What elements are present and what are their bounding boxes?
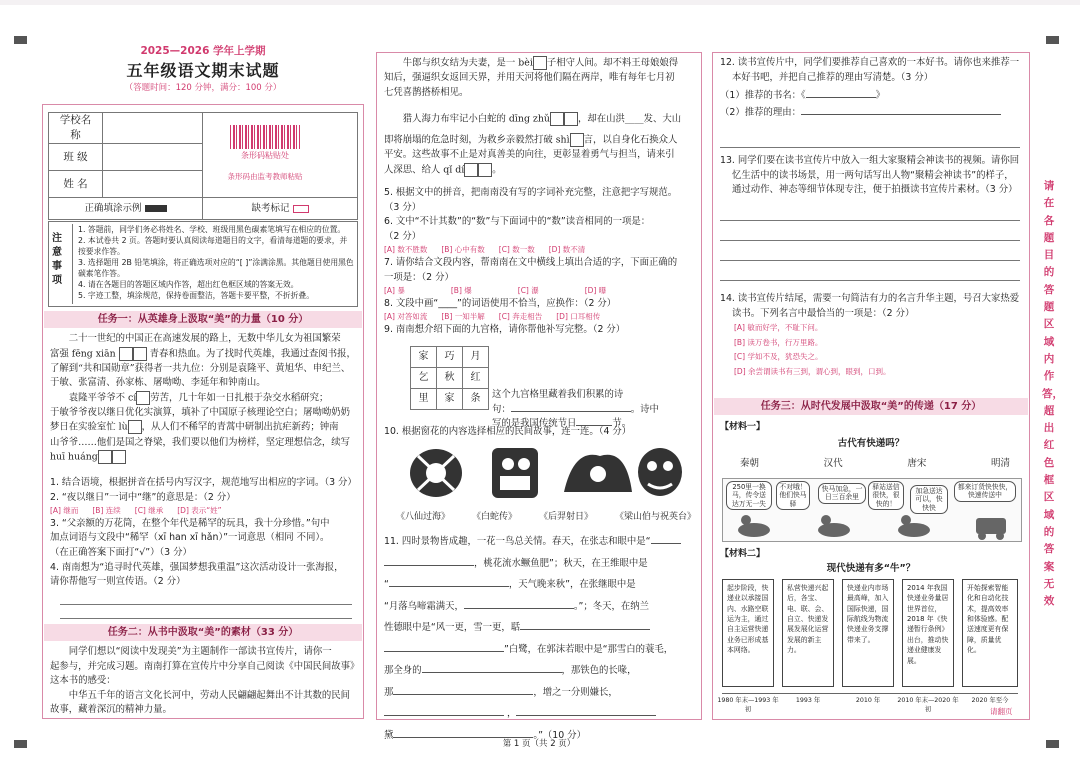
name-label: 姓 名 xyxy=(49,171,103,198)
grid-cell: 秋 xyxy=(437,368,463,389)
question-10: 10. 根据窗花的内容选择相应的民间故事，连一连。（4 分） xyxy=(384,426,632,437)
q11-text: “月落乌啼霜满天， xyxy=(384,600,464,612)
timeline-box: 快递业内市场最高峰，加入国际快递，国际航线为物流快递业务支撑带来了。 xyxy=(842,579,894,687)
answer-line[interactable] xyxy=(720,240,1020,241)
option[interactable]: [D] 口耳相传 xyxy=(556,312,601,322)
timeline-box: 起步阶段，快递业以承接国内、水路空联运为主，通过自主运营快递业务已形成基本网络。 xyxy=(722,579,774,687)
answer-line[interactable] xyxy=(60,618,352,619)
q11-text: “ xyxy=(384,579,389,590)
speech-bubble: 加急送达可以，快快快 xyxy=(910,485,948,514)
speech-bubble: 驿站送信很快，很快的！ xyxy=(868,481,904,510)
question-11: 11. 四时景物皆成趣，一花一鸟总关情。春天，在张志和眼中是“ ，桃花流水鳜鱼肥”；秋天，在王维眼中是 “ ，天气晚来秋”，在张继眼中是 “月落乌啼霜满天， 。”；冬天，在纳兰 性德眼中是“风一更，雪一更，聒 ”白鹭，在郭沫若眼中是“那雪白的蓑毛， 那全身的 ，那铁色的长喙， 那 ，增之一分则嫌长， ， 黛 。”（10 分） xyxy=(384,531,696,746)
question-3: （在正确答案下面打“√”）（3 分） xyxy=(50,546,192,558)
timeline-date: 2020 年至今 xyxy=(971,697,1009,704)
story-option[interactable]: 《后羿射日》 xyxy=(538,512,593,522)
material1-title: 古代有快递吗？ xyxy=(837,438,905,449)
school-label: 学校名称 xyxy=(49,113,103,144)
notice-item: 1. 答题前，同学们务必将姓名、学校、班级用黑色碳素笔填写在相应的位置。 xyxy=(78,225,346,234)
task1-para: 山爷爷……他们是国之脊梁，我们要以他们为榜样，坚定理想信念，续写 xyxy=(50,436,351,448)
story-text: 。 xyxy=(492,164,502,176)
option[interactable]: [B] 心中有数 xyxy=(441,245,485,255)
story-text: ，却在山洪____发、大山 xyxy=(577,113,682,125)
question-3: 加点词语与文段中“稀罕（xī han xī hǎn）”一词意思（相同 不同）。 xyxy=(50,532,330,544)
q9-text: 写的是我国传统节日 xyxy=(492,418,577,430)
question-13-text: 通过动作、神态等细节体现专注，便于拍摄读书宣传片素材。（3 分） xyxy=(732,184,1018,196)
q11-text: 。”（10 分） xyxy=(533,729,586,741)
side-warning: 请在各题目的答题区域内作答，超出红色框区域的答案无效 xyxy=(1042,180,1063,608)
question-1: 1. 结合语境，根据拼音在括号内写汉字，规范地写出相应的字词。（3 分） xyxy=(50,477,357,488)
fill-mark-icon xyxy=(145,205,167,212)
grid-cell: 红 xyxy=(463,368,489,389)
material2-title: 现代快递有多“牛”？ xyxy=(826,563,916,574)
task1-passage xyxy=(50,332,358,465)
q11-text: ，那铁色的长喙， xyxy=(561,665,637,676)
material2-label: 【材料二】 xyxy=(720,549,766,559)
timeline-date: 1993 年 xyxy=(795,697,821,704)
q11-text: ，桃花流水鳜鱼肥”；秋天，在王维眼中是 xyxy=(474,557,648,569)
q11-text: ，增之一分则嫌长， xyxy=(533,686,618,698)
option[interactable]: [D] 余尝谓读书有三到，谓心到，眼到，口到。 xyxy=(734,366,891,376)
pinyin-text: 即将崩塌的危急时刻，为救乡亲毅然打破 shì xyxy=(384,134,570,146)
dynasty-row xyxy=(740,457,1010,471)
grid-cell: 家 xyxy=(437,389,463,410)
absent-label: 缺考标记 xyxy=(251,203,290,215)
corner-mark xyxy=(1046,740,1059,748)
question-14-text: 14. 读书宣传片结尾，需要一句简洁有力的名言升华主题，号召大家热爱 xyxy=(720,293,1020,304)
story-option[interactable]: 《八仙过海》 xyxy=(396,512,451,522)
pinyin-text: 牛郎与织女结为夫妻，是一 bèi xyxy=(402,57,533,69)
page-title: 五年级语文期末试题 xyxy=(126,61,280,81)
q12-reason-label: （2）推荐的理由： xyxy=(720,106,801,118)
q11-text: 那 xyxy=(384,686,394,698)
question-8: 8. 文段中画“____”的词语使用不恰当，应换作：（2 分） xyxy=(384,297,617,309)
q12-book-label: 》 xyxy=(875,90,886,102)
speech-bubble: 都来订货快快快，快速传送中 xyxy=(954,481,1016,502)
answer-line[interactable] xyxy=(720,280,1020,281)
task2-para: 故事，藏着深沉的精神力量。 xyxy=(50,704,172,716)
q11-text: 那全身的 xyxy=(384,665,422,676)
grid-cell: 条 xyxy=(463,389,489,410)
school-field[interactable] xyxy=(103,113,203,144)
page-footer: 第 1 页（共 2 页） xyxy=(502,739,576,749)
student-info-table xyxy=(48,112,358,220)
task1-para: 二十一世纪的中国正在高速发展的路上，无数中华儿女为祖国繁荣 xyxy=(68,333,341,344)
answer-line[interactable] xyxy=(720,147,1020,148)
option[interactable]: [A] 继而 xyxy=(50,506,79,516)
dynasty-label: 秦朝 xyxy=(740,458,760,469)
option[interactable]: [C] 数一数 xyxy=(498,245,535,255)
grid-cell: 月 xyxy=(463,347,489,368)
question-7: 一项是：（2 分） xyxy=(384,271,454,283)
timeline-date: 1980 年末—1993 年初 xyxy=(717,697,779,714)
paper-cut-row xyxy=(404,442,688,504)
exam-header xyxy=(42,44,364,95)
story-list xyxy=(396,511,696,524)
story-text: 七凭喜鹊搭桥相见。 xyxy=(384,86,469,98)
absent-mark-icon[interactable] xyxy=(293,205,309,213)
speech-bubble: 不对哦！他们快马驿 xyxy=(776,481,810,510)
task2-para: 起参与，并完成习题。南南打算在宣传片中分享自己阅读《中国民间故事》 xyxy=(50,660,360,672)
folk-story-passage xyxy=(384,56,696,178)
question-14 xyxy=(720,292,1025,379)
barcode-title: 条形码粘贴处 xyxy=(241,151,289,160)
grid-cell: 巧 xyxy=(437,347,463,368)
class-field[interactable] xyxy=(103,144,203,171)
question-6: 6. 文中“不计其数”的“数”与下面词中的“数”读音相同的一项是： xyxy=(384,216,651,228)
answer-line[interactable] xyxy=(720,260,1020,261)
question-13-text: 13. 同学们要在读书宣传片中放入一组大家聚精会神读书的视频。请你回 xyxy=(720,155,1020,166)
task2-para: 同学们想以“阅读中发现美”为主题制作一部读书宣传片，请你一 xyxy=(68,646,332,657)
question-7: 7. 请你结合文段内容，帮南南在文中横线上填出合适的字，下面正确的 xyxy=(384,256,678,268)
corner-mark xyxy=(14,36,27,44)
q11-text: ”白鹭，在郭沫若眼中是“那雪白的蓑毛， xyxy=(504,643,674,655)
option[interactable]: [C] 继承 xyxy=(134,506,164,516)
dynasty-label: 明清 xyxy=(990,458,1010,469)
task3-header: 任务三：从时代发展中汲取“美”的传递（17 分） xyxy=(714,398,1028,415)
question-13-text: 忆生活中的读书场景，用一两句话写出人物“聚精会神读书”的样子， xyxy=(732,169,1014,181)
option[interactable]: [A] 数不胜数 xyxy=(384,245,428,255)
q11-text: 。”；冬天，在纳兰 xyxy=(573,600,650,612)
story-text: 子相守人间。却不料王母娘娘得 xyxy=(546,57,679,69)
task1-para: ，从人们不稀罕的青蒿中研制出抗疟新药；钟南 xyxy=(141,421,339,433)
fill-example-label: 正确填涂示例 xyxy=(84,203,142,215)
timeline-date: 2010 年 xyxy=(855,697,881,704)
question-12: 本好书吧，并把自己推荐的理由写清楚。（3 分） xyxy=(732,71,934,83)
paper-cut-icon xyxy=(638,448,682,496)
absent-cell xyxy=(203,198,358,220)
option[interactable]: [D] 数不清 xyxy=(548,245,586,255)
task2-header: 任务二：从书中汲取“美”的素材（33 分） xyxy=(44,624,362,641)
option[interactable]: [C] 奔走相告 xyxy=(498,312,543,322)
grid-cell: 里 xyxy=(411,389,437,410)
notice-item: 4. 请在各题目的答题区域内作答，超出红色框区域的答案无效。 xyxy=(78,280,299,290)
notice-label: 注意事项 xyxy=(52,233,62,286)
class-label: 班 级 xyxy=(49,144,103,171)
paper-cut-icon xyxy=(564,455,632,492)
question-12: 12. 读书宣传片中，同学们要推荐自己喜欢的一本好书。请你也来推荐一 xyxy=(720,57,1020,68)
notice-item: 2. 本试卷共 2 页。答题时要认真阅读每道题目的文字，看清每道题的要求，并按要求作答。 xyxy=(78,236,348,257)
option[interactable]: [D] 表示“姓” xyxy=(177,506,222,516)
grid-cell: 乞 xyxy=(411,368,437,389)
grid-cell: 家 xyxy=(411,347,437,368)
task1-header: 任务一：从英雄身上汲取“美”的力量（10 分） xyxy=(44,311,362,328)
speech-bubble: 快马加急，一日三百余里 xyxy=(818,483,866,504)
option[interactable]: [B] 连续 xyxy=(92,506,121,516)
q9-text: 。诗中 xyxy=(630,403,659,415)
q9-text: 句： xyxy=(492,403,511,415)
task1-para: 青春和热血。为了找时代英雄，我通过查阅书报， xyxy=(149,348,356,360)
notice-item: 3. 选择题用 2B 铅笔填涂，将正确选项对应的“[ ]”涂满涂黑。其他题目使用黑色碳素笔作答。 xyxy=(78,258,354,279)
speech-bubble: 250里一换马，传令送达万无一失 xyxy=(726,481,772,510)
question-4: 4. 南南想为“追寻时代英雄，强国梦想我重温”这次活动设计一张海报， xyxy=(50,561,344,573)
option[interactable]: [B] 读万卷书，行万里路。 xyxy=(734,337,823,347)
nine-grid xyxy=(410,346,489,410)
time-note: （答题时间：120 分钟，满分：100 分） xyxy=(124,83,282,94)
q9-text: 节。 xyxy=(612,418,632,430)
q11-text: 性德眼中是“风一更，雪一更，聒 xyxy=(384,622,521,633)
story-text: 知后，强逼织女返回天界，并用天河将他们隔在两岸，唯有每年七月初 xyxy=(384,72,675,84)
fill-example-cell xyxy=(49,198,203,220)
timeline-box: 开始探索智能化和自动化技术，提高效率和体验感。配送速度更有保障，质量优化。 xyxy=(962,579,1018,687)
story-option[interactable]: 《白蛇传》 xyxy=(471,512,517,522)
question-6: （2 分） xyxy=(384,230,422,242)
task1-questions xyxy=(50,476,360,590)
story-text: 平安。这些故事不止是对真善美的向往，更彰显着勇气与担当，请来引 xyxy=(384,149,675,161)
name-field[interactable] xyxy=(103,171,203,198)
page-top-bar xyxy=(0,0,1080,5)
task1-para: 劳苦，几十年如一日扎根于杂交水稻研究； xyxy=(150,392,329,404)
q11-text: ，天气晚来秋”，在张继眼中是 xyxy=(508,579,636,590)
courier-icon xyxy=(724,512,1020,540)
barcode-note: 条形码由监考教师粘贴 xyxy=(227,172,303,181)
q11-text: 11. 四时景物皆成趣，一花一鸟总关情。春天，在张志和眼中是“ xyxy=(384,536,651,547)
pinyin-text: 梦日在实验室忙 lù xyxy=(50,421,128,433)
task2-intro xyxy=(50,645,358,718)
corner-mark xyxy=(1046,36,1059,44)
option[interactable]: [A] 敏而好学，不耻下问。 xyxy=(734,323,823,333)
task2-para: 中华五千年的语言文化长河中，劳动人民翩翩起舞出不计其数的民间 xyxy=(68,689,351,701)
dynasty-label: 唐宋 xyxy=(907,458,927,469)
notice-item: 5. 字迹工整，填涂规范，保持卷面整洁，答题卡要平整，不折折叠。 xyxy=(78,291,315,301)
option[interactable]: [B] 一知半解 xyxy=(441,312,485,322)
q12-book-label: （1）推荐的书名：《 xyxy=(720,90,806,102)
task2-para: 这本书的感受： xyxy=(50,675,116,687)
q11-text: 黛 xyxy=(384,729,394,741)
timeline-box: 私营快递兴起后，各宝、电、联、会、自立、快递发展发展化运营发展的新主力。 xyxy=(782,579,834,687)
pinyin-text: 人深思、给人 qǐ dí xyxy=(384,164,465,176)
question-4: 请你帮他写一则宣传语。（2 分） xyxy=(50,576,186,588)
timeline-date: 2010 年末—2020 年初 xyxy=(897,697,959,714)
answer-line[interactable] xyxy=(60,604,352,605)
story-text: 言，以自身化石换众人 xyxy=(583,134,678,146)
pinyin-text: 袁隆平爷爷不 cí xyxy=(68,392,137,404)
question-3: 3. “父亲额的万花筒，在整个年代是稀罕的玩具，我十分珍惜。”句中 xyxy=(50,517,330,529)
option[interactable]: [B] 爆 xyxy=(450,286,472,296)
dynasty-label: 汉代 xyxy=(823,458,843,469)
timeline-axis xyxy=(722,693,1018,694)
story-option[interactable]: 《梁山伯与祝英台》 xyxy=(614,512,696,522)
notice-list xyxy=(72,224,355,304)
pinyin-text: 富强 fēng xiān xyxy=(50,348,116,360)
option[interactable]: [D] 曝 xyxy=(584,286,607,296)
header-year: 2025—2026 学年上学期 xyxy=(140,45,266,57)
material1-label: 【材料一】 xyxy=(720,422,766,432)
question-5: 5. 根据文中的拼音，把南南没有写的字词补充完整，注意把字写规范。 xyxy=(384,187,678,198)
option[interactable]: [A] 对答如流 xyxy=(384,312,428,322)
question-2: 2. “夜以继日”一词中“继”的意思是：（2 分） xyxy=(50,491,236,503)
barcode-icon xyxy=(230,125,300,149)
task1-para: 了解到“共和国勋章”获得者一共九位：分别是袁隆平、黄旭华、申纪兰、 xyxy=(50,362,351,374)
option[interactable]: [C] 学如不及，犹恐失之。 xyxy=(734,352,823,362)
question-14-text: 读书。下列名言中最恰当的一项是：（2 分） xyxy=(732,307,915,319)
option[interactable]: [A] 暴 xyxy=(384,286,405,296)
answer-line[interactable] xyxy=(720,220,1020,221)
corner-mark xyxy=(14,740,27,748)
turn-over-note: 请翻页 xyxy=(990,707,1013,716)
paper-cut-icon xyxy=(492,448,538,498)
mid-questions xyxy=(384,186,696,338)
task1-para: 于敏、张富清、孙家栋、屠呦呦、李延年和钟南山。 xyxy=(50,377,266,389)
question-13 xyxy=(720,154,1025,198)
right-questions xyxy=(720,56,1025,120)
pinyin-text: 猎人海力布牢记小白蛇的 dīng zhǔ xyxy=(402,113,550,125)
q9-text: 这个九宫格里藏着我们积累的诗 xyxy=(492,389,624,400)
paper-cut-icon xyxy=(410,449,462,497)
timeline-box: 2014 年我国快递业务量居世界首位，2018 年《快递暂行条例》出台，推动快递业健康发展。 xyxy=(902,579,954,687)
option[interactable]: [C] 瀑 xyxy=(517,286,539,296)
question-9: 9. 南南想介绍下面的九宫格，请你帮他补写完整。（2 分） xyxy=(384,323,626,335)
question-5: （3 分） xyxy=(384,201,422,213)
task1-para: 于敏爷爷夜以继日优化实演算，填补了中国原子核理论空白；屠呦呦奶奶 xyxy=(50,406,351,418)
pinyin-text: huī huáng xyxy=(50,451,98,463)
